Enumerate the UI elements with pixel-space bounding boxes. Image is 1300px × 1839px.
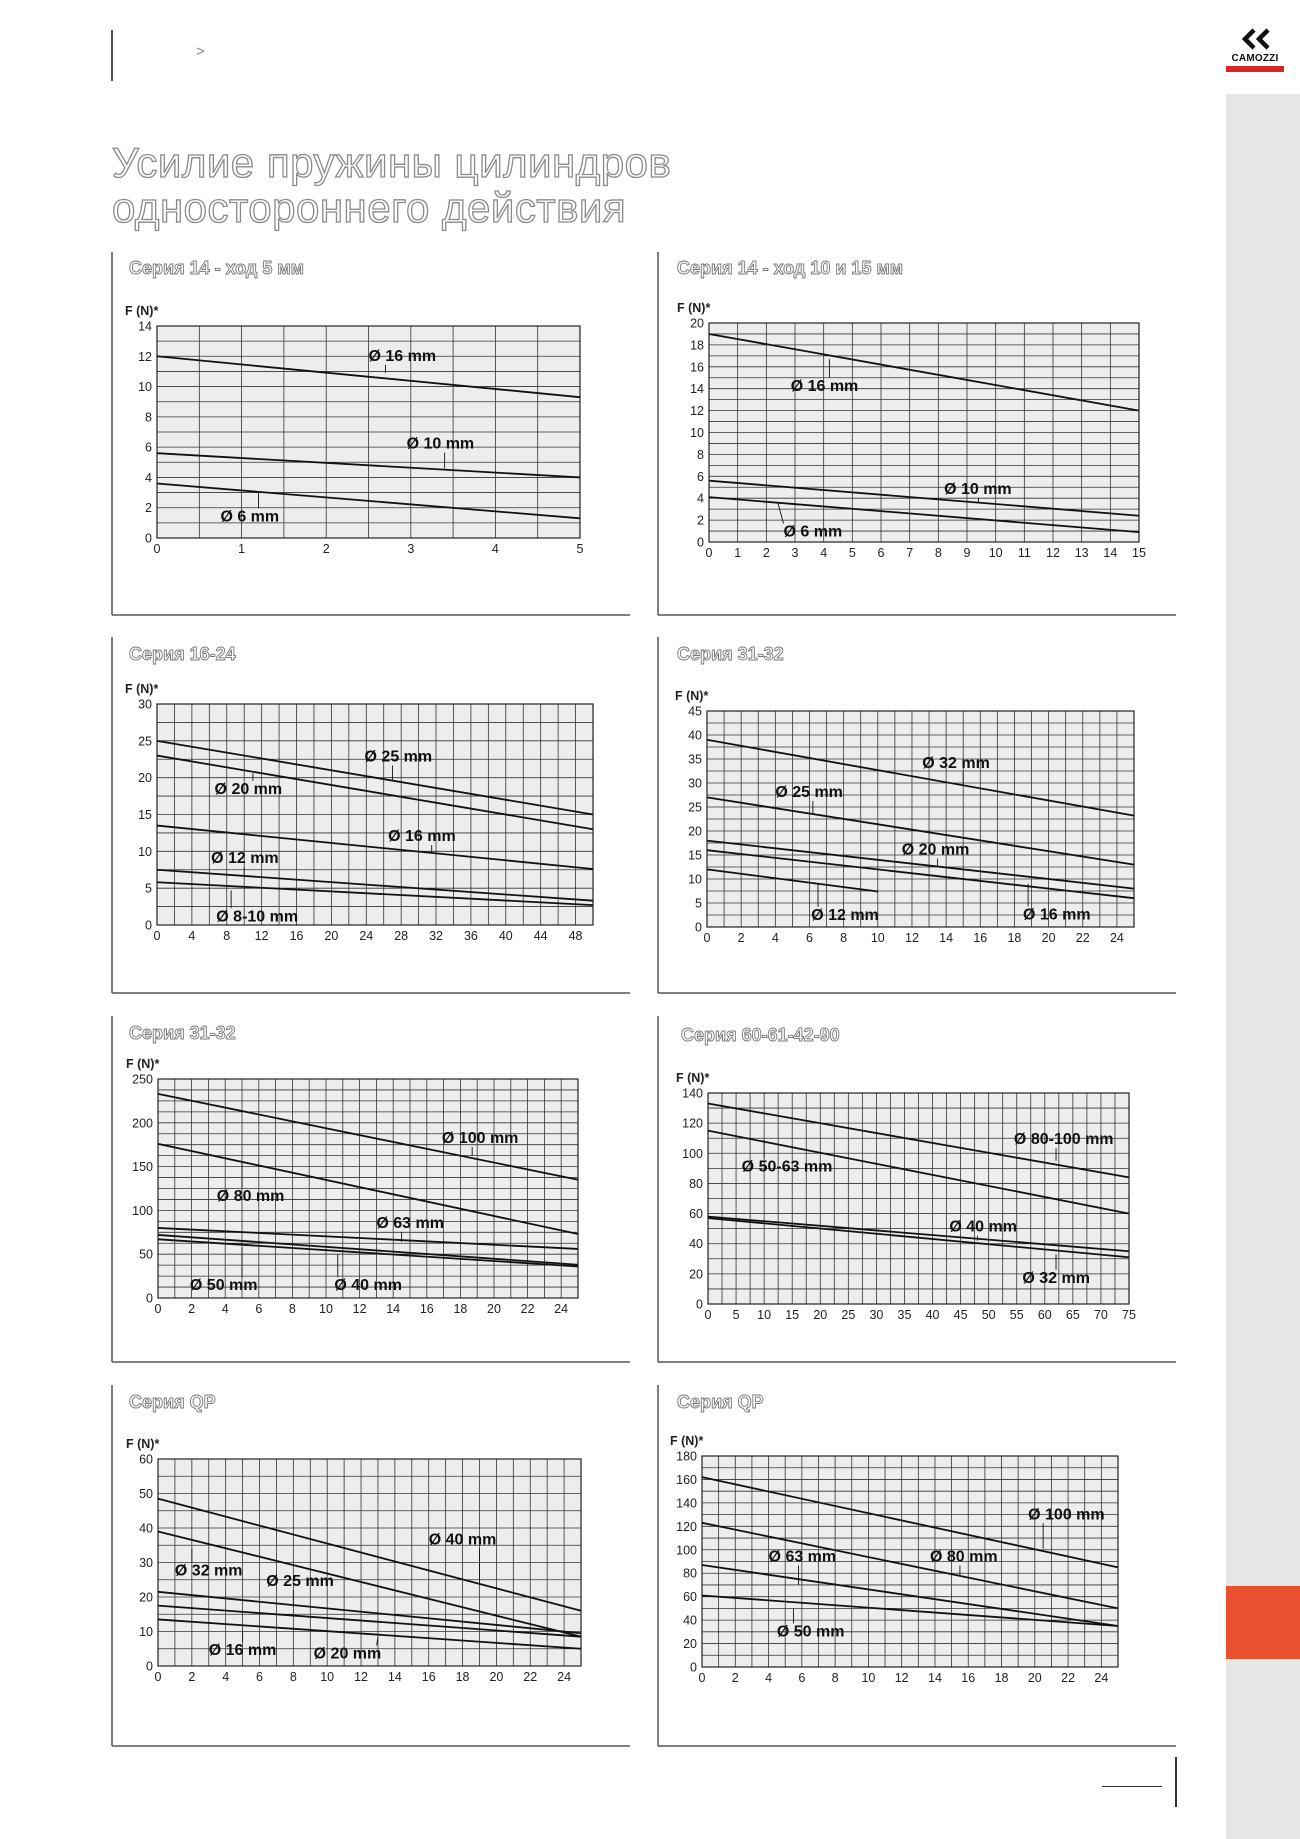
- y-tick-label: 60: [683, 1590, 697, 1605]
- y-tick-label: 10: [688, 872, 702, 887]
- y-tick-label: 25: [688, 800, 702, 815]
- y-tick-label: 10: [690, 426, 704, 440]
- x-tick-label: 1: [734, 546, 742, 560]
- x-tick-label: 50: [981, 1308, 996, 1322]
- page-title-line-2: одностороннего действия: [112, 184, 627, 231]
- x-tick-label: 0: [154, 1302, 162, 1316]
- x-tick-label: 12: [894, 1671, 909, 1685]
- series-label: Ø 100 mm: [441, 1129, 519, 1147]
- x-tick-label: 10: [320, 1670, 335, 1684]
- x-tick-label: 12: [354, 1670, 368, 1684]
- y-axis-label: F (N)*: [670, 1434, 704, 1448]
- x-tick-label: 9: [963, 546, 971, 560]
- series-label: Ø 10 mm: [944, 480, 1012, 498]
- x-tick-label: 75: [1122, 1308, 1136, 1322]
- y-tick-label: 5: [695, 896, 702, 911]
- y-tick-label: 18: [690, 338, 704, 353]
- y-tick-label: 4: [697, 491, 704, 506]
- x-tick-label: 2: [731, 1671, 739, 1685]
- x-tick-label: 13: [1074, 546, 1089, 560]
- chart-title: Серия 31-32: [677, 644, 784, 664]
- y-tick-label: 6: [145, 440, 152, 455]
- x-tick-label: 11: [1017, 546, 1031, 560]
- y-tick-label: 160: [676, 1472, 697, 1487]
- chart-6: [658, 1016, 1176, 1362]
- chart-5: [112, 1016, 630, 1362]
- y-tick-label: 250: [132, 1072, 153, 1087]
- series-label: Ø 16 mm: [208, 1641, 277, 1659]
- x-tick-label: 0: [704, 1308, 712, 1322]
- x-tick-label: 20: [1027, 1671, 1042, 1685]
- y-tick-label: 15: [688, 848, 702, 863]
- y-tick-label: 45: [688, 704, 702, 719]
- x-tick-label: 3: [407, 542, 415, 556]
- x-tick-label: 16: [289, 929, 304, 943]
- x-tick-label: 0: [698, 1671, 706, 1685]
- x-tick-label: 7: [906, 546, 914, 560]
- series-label: Ø 6 mm: [783, 523, 843, 541]
- x-tick-label: 14: [939, 931, 954, 945]
- y-tick-label: 0: [690, 1660, 697, 1675]
- x-tick-label: 12: [905, 931, 919, 945]
- x-tick-label: 4: [765, 1671, 773, 1685]
- series-label: Ø 80 mm: [216, 1187, 285, 1205]
- chart-title: Серия 60-61-42-90: [681, 1025, 840, 1045]
- x-tick-label: 40: [498, 929, 513, 943]
- y-tick-label: 0: [695, 920, 702, 935]
- x-tick-label: 20: [324, 929, 339, 943]
- series-label: Ø 40 mm: [949, 1218, 1017, 1236]
- series-label: Ø 16 mm: [368, 347, 437, 365]
- y-tick-label: 20: [689, 1267, 703, 1282]
- x-tick-label: 0: [154, 1670, 162, 1684]
- x-tick-label: 10: [988, 546, 1003, 560]
- logo-text: CAMOZZI: [1231, 53, 1279, 64]
- chart-title: Серия QP: [677, 1392, 764, 1412]
- x-tick-label: 10: [319, 1302, 333, 1316]
- x-tick-label: 24: [1109, 931, 1124, 945]
- x-tick-label: 2: [737, 931, 745, 945]
- x-tick-label: 5: [732, 1308, 740, 1322]
- x-tick-label: 40: [925, 1308, 940, 1322]
- y-tick-label: 140: [682, 1086, 703, 1101]
- y-axis-label: F (N)*: [126, 1437, 160, 1451]
- chart-3: [112, 637, 630, 993]
- series-label: Ø 12 mm: [211, 850, 279, 868]
- x-tick-label: 6: [877, 546, 885, 560]
- page-title-line-1: Усилие пружины цилиндров: [112, 139, 672, 186]
- x-tick-label: 28: [394, 929, 409, 943]
- y-axis-label: F (N)*: [125, 304, 159, 318]
- series-label: Ø 63 mm: [768, 1548, 837, 1566]
- series-label: Ø 6 mm: [220, 508, 280, 526]
- footer-line: [1102, 1786, 1162, 1787]
- x-tick-label: 20: [489, 1670, 504, 1684]
- x-tick-label: 16: [973, 931, 988, 945]
- x-tick-label: 10: [861, 1671, 876, 1685]
- y-axis-label: F (N)*: [126, 1057, 160, 1071]
- x-tick-label: 65: [1065, 1308, 1080, 1322]
- y-tick-label: 40: [688, 728, 702, 743]
- series-label: Ø 8-10 mm: [216, 908, 299, 926]
- footer-rule: [1175, 1757, 1177, 1807]
- y-tick-label: 120: [682, 1116, 703, 1131]
- y-tick-label: 6: [697, 469, 704, 484]
- chart-title: Серия 14 - ход 10 и 15 мм: [677, 258, 904, 278]
- y-tick-label: 8: [697, 447, 704, 462]
- x-tick-label: 4: [222, 1670, 230, 1684]
- y-tick-label: 100: [682, 1146, 703, 1161]
- x-tick-label: 8: [831, 1671, 839, 1685]
- y-tick-label: 200: [132, 1116, 153, 1131]
- series-label: Ø 40 mm: [428, 1531, 497, 1549]
- y-tick-label: 15: [138, 808, 152, 822]
- x-tick-label: 20: [1041, 931, 1056, 945]
- chart-4: [658, 637, 1176, 993]
- series-label: Ø 25 mm: [364, 748, 433, 766]
- y-tick-label: 20: [139, 1590, 153, 1605]
- series-label: Ø 16 mm: [1022, 906, 1091, 924]
- x-tick-label: 6: [256, 1670, 263, 1684]
- x-tick-label: 22: [520, 1302, 535, 1316]
- x-tick-label: 30: [869, 1308, 884, 1322]
- x-tick-label: 18: [453, 1302, 468, 1316]
- x-tick-label: 8: [840, 931, 848, 945]
- series-label: Ø 50 mm: [776, 1623, 845, 1641]
- y-tick-label: 14: [690, 382, 704, 397]
- x-tick-label: 8: [223, 929, 231, 943]
- x-tick-label: 2: [322, 542, 330, 556]
- x-tick-label: 0: [705, 546, 713, 560]
- x-tick-label: 16: [419, 1302, 434, 1316]
- y-tick-label: 30: [138, 697, 152, 712]
- y-tick-label: 80: [689, 1176, 703, 1191]
- series-label: Ø 20 mm: [901, 841, 970, 859]
- series-label: Ø 16 mm: [388, 828, 456, 846]
- chart-8: [658, 1385, 1176, 1746]
- x-tick-label: 22: [1061, 1671, 1076, 1685]
- x-tick-label: 4: [221, 1302, 229, 1316]
- x-tick-label: 3: [791, 546, 799, 560]
- x-tick-label: 24: [554, 1302, 569, 1316]
- x-tick-label: 5: [848, 546, 856, 560]
- series-label: Ø 20 mm: [313, 1645, 382, 1663]
- y-tick-label: 50: [139, 1487, 153, 1501]
- x-tick-label: 14: [1103, 546, 1118, 560]
- x-tick-label: 10: [757, 1308, 772, 1322]
- x-tick-label: 8: [934, 546, 942, 560]
- y-tick-label: 50: [139, 1247, 153, 1262]
- y-tick-label: 80: [683, 1566, 697, 1581]
- y-tick-label: 100: [132, 1203, 153, 1218]
- series-label: Ø 100 mm: [1028, 1506, 1105, 1524]
- x-tick-label: 60: [1037, 1308, 1052, 1322]
- y-tick-label: 20: [688, 824, 702, 839]
- x-tick-label: 20: [487, 1302, 501, 1316]
- series-label: Ø 80-100 mm: [1013, 1131, 1114, 1149]
- x-tick-label: 4: [491, 542, 499, 556]
- x-tick-label: 0: [153, 929, 161, 943]
- x-tick-label: 12: [352, 1302, 367, 1316]
- x-tick-label: 24: [1094, 1671, 1109, 1685]
- x-tick-label: 18: [455, 1670, 470, 1684]
- x-tick-label: 15: [1132, 546, 1146, 560]
- series-label: Ø 16 mm: [790, 377, 859, 395]
- y-tick-label: 14: [138, 319, 152, 334]
- x-tick-label: 22: [1075, 931, 1090, 945]
- x-tick-label: 8: [289, 1670, 297, 1684]
- series-label: Ø 10 mm: [406, 435, 475, 453]
- x-tick-label: 16: [961, 1671, 976, 1685]
- chart-7: [112, 1385, 630, 1746]
- y-axis-label: F (N)*: [677, 301, 711, 315]
- y-tick-label: 20: [683, 1637, 697, 1652]
- x-tick-label: 4: [820, 546, 828, 560]
- y-tick-label: 20: [690, 316, 704, 331]
- x-tick-label: 15: [785, 1308, 800, 1322]
- y-tick-label: 40: [683, 1613, 697, 1628]
- y-tick-label: 40: [689, 1237, 703, 1252]
- x-tick-label: 44: [533, 929, 548, 943]
- x-tick-label: 4: [771, 931, 779, 945]
- x-tick-label: 12: [254, 929, 269, 943]
- series-label: Ø 50-63 mm: [741, 1158, 833, 1176]
- chart-title: Серия 16-24: [129, 644, 236, 664]
- x-tick-label: 16: [421, 1670, 436, 1684]
- y-tick-label: 0: [145, 531, 152, 546]
- x-tick-label: 8: [288, 1302, 296, 1316]
- x-tick-label: 12: [1046, 546, 1060, 560]
- y-tick-label: 10: [138, 380, 152, 395]
- x-tick-label: 24: [557, 1670, 572, 1684]
- x-tick-label: 22: [523, 1670, 538, 1684]
- y-tick-label: 0: [146, 1659, 153, 1674]
- series-label: Ø 20 mm: [214, 780, 283, 798]
- y-tick-label: 2: [145, 501, 152, 516]
- y-tick-label: 12: [138, 349, 152, 364]
- y-tick-label: 60: [139, 1452, 153, 1467]
- x-tick-label: 6: [255, 1302, 263, 1316]
- x-tick-label: 55: [1009, 1308, 1024, 1322]
- y-tick-label: 2: [697, 513, 704, 528]
- series-label: Ø 50 mm: [189, 1277, 258, 1295]
- y-tick-label: 25: [138, 734, 152, 749]
- x-tick-label: 32: [429, 929, 443, 943]
- y-axis-label: F (N)*: [125, 682, 159, 696]
- series-label: Ø 63 mm: [376, 1214, 444, 1232]
- x-tick-label: 35: [897, 1308, 912, 1322]
- y-tick-label: 0: [696, 1297, 703, 1312]
- chart-title: Серия QP: [129, 1392, 216, 1412]
- y-tick-label: 5: [145, 881, 152, 896]
- series-label: Ø 32 mm: [1022, 1269, 1090, 1287]
- y-tick-label: 35: [688, 752, 702, 767]
- x-tick-label: 14: [928, 1671, 942, 1685]
- y-tick-label: 40: [139, 1521, 153, 1536]
- series-label: Ø 40 mm: [334, 1277, 402, 1295]
- x-tick-label: 2: [762, 546, 770, 560]
- series-label: Ø 32 mm: [922, 755, 990, 773]
- chart-title: Серия 14 - ход 5 мм: [129, 258, 304, 278]
- x-tick-label: 14: [387, 1670, 402, 1684]
- x-tick-label: 5: [576, 542, 584, 556]
- x-tick-label: 45: [953, 1308, 968, 1322]
- y-tick-label: 180: [676, 1449, 697, 1464]
- x-tick-label: 18: [1007, 931, 1022, 945]
- y-tick-label: 120: [676, 1519, 697, 1534]
- x-tick-label: 2: [188, 1302, 196, 1316]
- y-tick-label: 60: [689, 1207, 703, 1222]
- x-tick-label: 14: [386, 1302, 401, 1316]
- y-axis-label: F (N)*: [675, 689, 709, 703]
- series-label: Ø 80 mm: [929, 1548, 998, 1566]
- y-tick-label: 30: [688, 776, 702, 791]
- y-tick-label: 0: [146, 1291, 153, 1306]
- series-label: Ø 12 mm: [811, 906, 879, 924]
- y-tick-label: 8: [145, 410, 152, 425]
- x-tick-label: 48: [568, 929, 583, 943]
- y-tick-label: 10: [138, 844, 152, 859]
- y-tick-label: 12: [690, 404, 704, 419]
- x-tick-label: 70: [1093, 1308, 1108, 1322]
- y-tick-label: 0: [697, 535, 704, 550]
- y-tick-label: 30: [139, 1556, 153, 1570]
- series-label: Ø 25 mm: [266, 1572, 334, 1590]
- x-tick-label: 20: [813, 1308, 828, 1322]
- x-tick-label: 6: [806, 931, 813, 945]
- y-tick-label: 150: [132, 1160, 153, 1175]
- y-tick-label: 10: [139, 1625, 153, 1639]
- chart-1: [112, 252, 630, 615]
- x-tick-label: 0: [703, 931, 711, 945]
- x-tick-label: 2: [188, 1670, 196, 1684]
- y-tick-label: 4: [145, 470, 152, 485]
- x-tick-label: 25: [841, 1308, 856, 1322]
- x-tick-label: 0: [153, 542, 161, 556]
- y-tick-label: 140: [676, 1496, 697, 1511]
- x-tick-label: 1: [238, 542, 246, 556]
- y-tick-label: 20: [138, 771, 152, 786]
- x-tick-label: 36: [463, 929, 478, 943]
- x-tick-label: 10: [870, 931, 885, 945]
- y-tick-label: 0: [145, 918, 152, 933]
- series-label: Ø 25 mm: [775, 783, 843, 801]
- chart-2: [658, 252, 1176, 615]
- x-tick-label: 18: [994, 1671, 1009, 1685]
- chart-title: Серия 31-32: [129, 1023, 236, 1043]
- breadcrumb-arrow[interactable]: >: [196, 43, 205, 60]
- y-tick-label: 16: [690, 360, 704, 375]
- x-tick-label: 4: [188, 929, 196, 943]
- y-tick-label: 100: [676, 1543, 697, 1558]
- series-label: Ø 32 mm: [174, 1562, 243, 1580]
- x-tick-label: 24: [359, 929, 374, 943]
- x-tick-label: 6: [798, 1671, 806, 1685]
- y-axis-label: F (N)*: [676, 1071, 710, 1085]
